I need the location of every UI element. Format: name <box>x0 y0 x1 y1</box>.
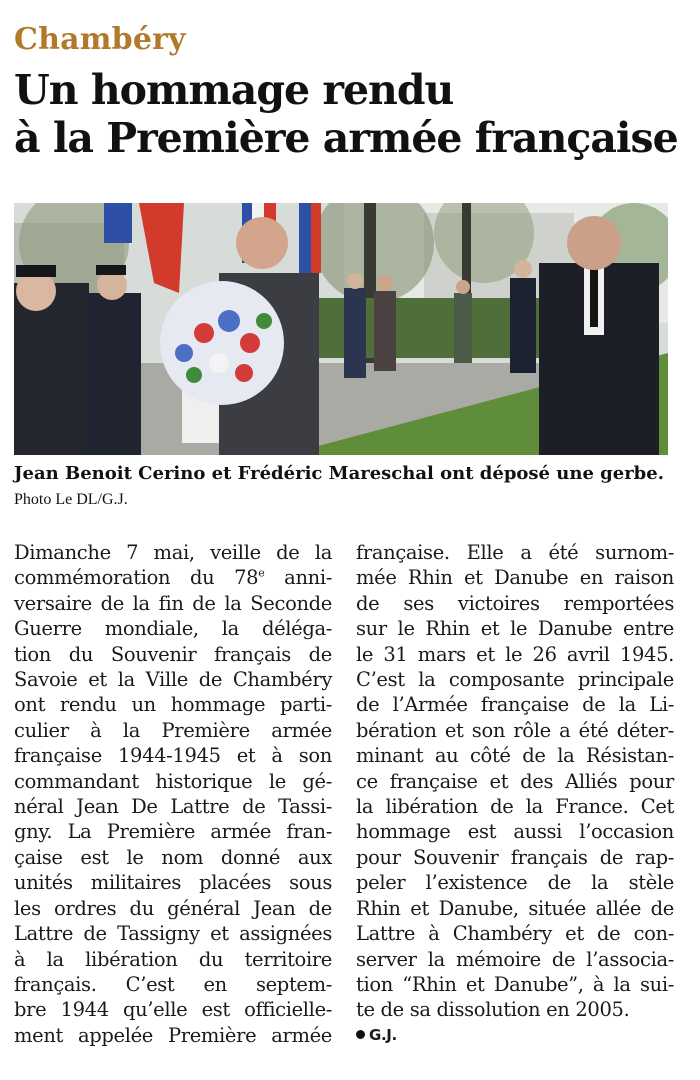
article-line: tion du Souvenir français de <box>14 642 332 666</box>
article-line: Dimanche 7 mai, veille de la <box>14 541 332 564</box>
article-line: ce française et des Alliés pour <box>356 769 674 793</box>
article-line: de l’Armée française de la Li- <box>356 693 674 717</box>
article-line <box>14 565 332 590</box>
headline-line-2: à la Première armée française <box>14 114 678 162</box>
article-line: le 31 mars et le 26 avril 1945. <box>356 642 674 666</box>
article-line: gny. La Première armée fran- <box>14 820 332 844</box>
bullet-icon <box>356 1030 365 1039</box>
article-line: sur le Rhin et le Danube entre <box>356 617 674 641</box>
article-line: culier à la Première armée <box>14 718 332 742</box>
article-line: te de sa dissolution en 2005. <box>356 998 630 1022</box>
headline-line-1: Un hommage rendu <box>14 66 454 114</box>
article-column-right <box>356 540 674 1048</box>
signature-text: G.J. <box>369 1025 397 1044</box>
article-line: néral Jean De Lattre de Tassi- <box>14 795 332 819</box>
article-line: Rhin et Danube, située allée de <box>356 896 674 920</box>
article-line-text: commémoration du 78 <box>14 566 259 590</box>
article-line: bre 1944 qu’elle est officielle- <box>14 998 332 1022</box>
author-signature <box>356 1023 674 1048</box>
section-kicker: Chambéry <box>14 22 186 57</box>
article-column-left <box>14 540 332 1048</box>
headline <box>14 66 694 162</box>
article-photo <box>14 203 668 455</box>
article-line: de ses victoires remportées <box>356 591 674 615</box>
commemoration-photo-illustration <box>14 203 668 455</box>
article-line: les ordres du général Jean de <box>14 896 332 920</box>
article-line: pour Souvenir français de rap- <box>356 845 674 869</box>
article-line: Guerre mondiale, la déléga- <box>14 617 332 641</box>
article-line: commandant historique le gé- <box>14 769 332 793</box>
article-line: bération et son rôle a été déter- <box>356 718 674 742</box>
article-line: tion “Rhin et Danube”, à la sui- <box>356 972 674 996</box>
ordinal-superscript: e <box>258 566 265 580</box>
article-line-text: anni- <box>264 566 332 590</box>
article-line: server la mémoire de l’associa- <box>356 947 674 971</box>
article-line: ment appelée Première armée <box>14 1023 332 1047</box>
article-line: C’est la composante principale <box>356 668 674 692</box>
article-line: française 1944-1945 et à son <box>14 744 332 768</box>
article-line: mée Rhin et Danube en raison <box>356 566 674 590</box>
photo-credit: Photo Le DL/G.J. <box>14 491 128 508</box>
article-line: peler l’existence de la stèle <box>356 871 674 895</box>
article-line: unités militaires placées sous <box>14 871 332 895</box>
article-line: la libération de la France. Cet <box>356 795 674 819</box>
article-line: çaise est le nom donné aux <box>14 845 332 869</box>
article-line: Lattre à Chambéry et de con- <box>356 922 674 946</box>
article-line: française. Elle a été surnom- <box>356 541 674 564</box>
photo-caption <box>14 461 674 512</box>
article-line: minant au côté de la Résistan- <box>356 744 674 768</box>
article-line: hommage est aussi l’occasion <box>356 820 674 844</box>
article-line: Savoie et la Ville de Chambéry <box>14 668 332 692</box>
article-line: Lattre de Tassigny et assignées <box>14 922 332 946</box>
article-line: français. C’est en septem- <box>14 972 332 996</box>
article-line: versaire de la fin de la Seconde <box>14 591 332 615</box>
caption-text: Jean Benoit Cerino et Frédéric Mareschal ont déposé une gerbe. <box>14 463 664 484</box>
article-line: à la libération du territoire <box>14 947 332 971</box>
article-line: ont rendu un hommage parti- <box>14 693 332 717</box>
